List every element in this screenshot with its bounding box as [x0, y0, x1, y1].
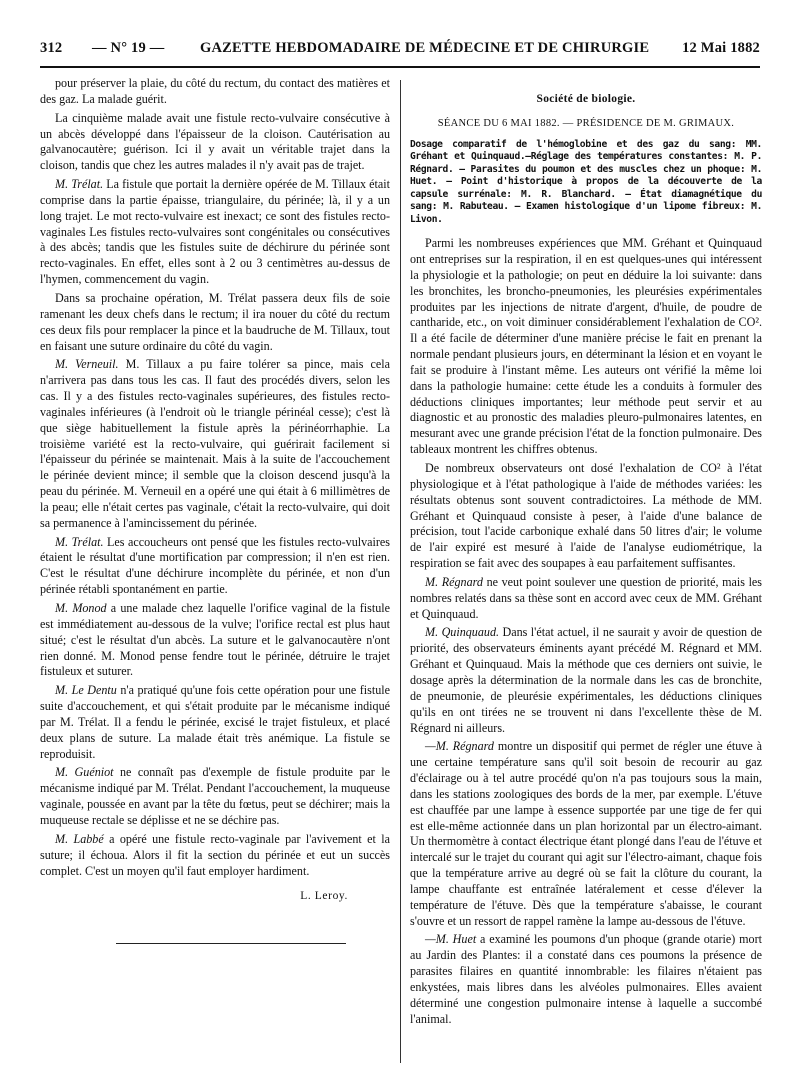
paragraph-text: La fistule que portait la dernière opérée de M. Tillaux était comprise dans la partie épaisse, triangulaire, du périnée; là, il y a un long trajet. Le mot recto-vulvaire est inexact; ce sont des fistules recto-vaginales Les fistules recto-vulvaires sont congénitales ou consécutives à des abcès; tandis que les fistules suite de déchirure du périnée sont recto-vaginales. En effet, elles sont à 2 ou 3 centimètres au-dessus de l'hymen, commencement du vagin. [40, 177, 391, 287]
paragraph [40, 535, 390, 598]
speaker-name: —M. Huet [425, 932, 477, 947]
left-column [40, 76, 390, 944]
speaker-name: M. Quinquaud. [425, 625, 500, 640]
header-rule [40, 66, 760, 68]
left-paragraphs [40, 76, 390, 879]
paragraph [410, 739, 762, 929]
speaker-name: M. Labbé [55, 831, 104, 846]
paragraph [410, 575, 762, 623]
paragraph [40, 832, 390, 880]
paragraph [410, 236, 762, 458]
paragraph-text: Parmi les nombreuses expériences que MM. Gréhant et Quinquaud ont entreprises sur la respiration, il en est quelques-unes qui intéressent la physiologie et la pathologie; on peut en déduire la loi suivante: dans les bronchites, les broncho-pneumonies, les pleurésies expérimentales produites par les injections de nitrate d'argent, d'huile, de poudre de cantharide, etc., on voit diminuer considérablement l'exhalation de CO². Il a été facile de déterminer d'une manière précise le fait en prenant la normale pendant plusieurs jours, en déterminant la lésion et en voyant le fait se produire à l'instant même. Les auteurs ont vérifié la même loi dans la pathologie humaine: cette étude les a conduits à formuler des déductions cliniques importantes; leur méthode peut servir et au diagnostic et au pronostic des maladies pleuro-pulmonaires latentes, en mesurant avec une grande précision l'état de la fonction pulmonaire. Des tableaux montrent les chiffres obtenus. [410, 236, 762, 457]
speaker-name: M. Trélat. [55, 177, 104, 192]
running-header [40, 40, 760, 62]
paragraph [40, 357, 390, 531]
paragraph [40, 601, 390, 680]
speaker-name: M. Monod [55, 601, 107, 615]
paragraph-text: La cinquième malade avait une fistule recto-vulvaire consécutive à un abcès développé dans l'épaisseur de la cloison. Cautérisation au galvanocautère; guérison. Ici il y avait un véritable trajet dans la cloison, tandis que chez les autres malades il n'y avait pas de trajet. [40, 110, 390, 173]
signature: L. Leroy. [300, 890, 348, 903]
speaker-name: —M. Régnard [425, 739, 494, 754]
section-end-rule [116, 943, 346, 944]
speaker-name: M. Trélat. [55, 534, 104, 549]
paragraph [40, 111, 390, 174]
paragraph [40, 291, 390, 354]
session-line: SÉANCE DU 6 MAI 1882. — PRÉSIDENCE DE M. GRIMAUX. [437, 117, 735, 129]
page-number: 312 [40, 40, 63, 56]
paragraph-text: pour préserver la plaie, du côté du rectum, du contact des matières et des gaz. La malade guérit. [40, 76, 390, 106]
journal-title: GAZETTE HEBDOMADAIRE DE MÉDECINE ET DE CHIRURGIE [200, 40, 650, 56]
paragraph [410, 932, 762, 1027]
paragraph [40, 683, 390, 762]
right-paragraphs [410, 236, 762, 1027]
paragraph-text: a opéré une fistule recto-vaginale par l'avivement et la suture; il échoua. Alors il fit la section du périnée et eut un succès complet. C'est un moyen qu'il faut employer hardiment. [40, 831, 391, 878]
paragraph-text: montre un dispositif qui permet de régler une étuve à une certaine température sans qu'il soit besoin de recourir au gaz d'éclairage ou à tel autre procédé qu'on n'a pas toujours sous la main, dans les stations zoologiques des bords de la mer, par exemple. L'étuve est chauffée par une lampe à essence supportée par une tige de fer qui est elle-même actionnée dans un plan horizontal par un électro-aimant. Un thermomètre à contact électrique étant plongé dans l'eau de l'étuve et intercalé sur le trajet du courant qui agit sur l'électro-aimant, chaque fois que la température arrive au degré où se fait la clôture du courant, la lampe chauffante est entraînée latéralement et cesse d'élever la température de l'étuve. Dès que la température s'abaisse, le courant s'ouvre et un ressort de rappel ramène la lampe au-dessous de l'étuve. [410, 739, 762, 928]
paragraph-text: ne connaît pas d'exemple de fistule produite par le mécanisme indiqué par M. Trélat. Pendant l'accouchement, la muqueuse vaginale, poussée en avant par la tête du fœtus, peut se déchirer; mais la muqueuse rectale se déplisse et ne se déchire pas. [40, 765, 390, 827]
issue-date: 12 Mai 1882 [682, 40, 760, 56]
paragraph-text: Dans l'état actuel, il ne saurait y avoir de question de priorité, des observateurs éminents ayant précédé M. Régnard et MM. Gréhant et Quinquaud. Mais la méthode que ces derniers ont suivie, le dosage après la détermination de la normale dans les cas de bronchite, de pneumonie, de pleurésie expérimentales, les déductions cliniques qu'ils en ont tirées ne se trouvent ni dans l'excellente thèse de M. Régnard ni ailleurs. [410, 625, 762, 735]
speaker-name: M. Guéniot [55, 765, 114, 780]
paragraph-text: M. Tillaux a pu faire tolérer sa pince, mais cela n'arrivera pas dans tous les cas. Il faut des procédés divers, selon les cas. Il y a des fistules recto-vaginales supérieures, des fistules recto-vaginales inférieures (à l'endroit où le triangle périnéal cesse); c'est là que siège habituellement la fistule après la périnéorrhaphie. La troisième variété est la recto-vulvaire, qui guérirait facilement si l'épaisseur du périnée se maintenait. Mais à la suite de l'accouchement le périnée devient mince; il semble que la cloison descend jusqu'à la peau du périnée. M. Verneuil en a opéré une qui était à 6 millimètres de la peau; elle n'était certes pas vaginale, c'était la recto-vulvaire, qui doit sa permanence à l'amincissement du périnée. [40, 357, 390, 530]
right-column [410, 76, 762, 1028]
column-divider [400, 80, 401, 1063]
section-title: Société de biologie. [536, 93, 636, 105]
paragraph [410, 461, 762, 572]
speaker-name: M. Verneuil. [55, 357, 119, 372]
paragraph-text: Les accoucheurs ont pensé que les fistules recto-vulvaires étaient le résultat d'une mortification par compression; il n'en est rien. C'est le résultat d'une déchirure incomplète du périnée, et non d'un périnée rétabli spontanément en partie. [40, 534, 391, 597]
paragraph-text: n'a pratiqué qu'une fois cette opération pour une fistule suite d'accouchement, et qui s'était produite par le mécanisme indiqué par M. Trélat. Il a fendu le périnée, excisé le trajet fistuleux, et placé deux plans de suture. La malade était très anémique. La fistule se reproduisit. [40, 683, 390, 761]
speaker-name: M. Le Dentu [55, 683, 117, 698]
paragraph [40, 765, 390, 828]
speaker-name: M. Régnard [425, 574, 483, 589]
paragraph [40, 177, 390, 288]
paragraph-text: ne veut point soulever une question de priorité, mais les nombres relatés dans sa thèse sont en accord avec ceux de MM. Gréhant et Quinquaud. [410, 574, 763, 621]
paragraph [40, 76, 390, 108]
session-summary: Dosage comparatif de l'hémoglobine et des gaz du sang: MM. Gréhant et Quinquaud.—Réglage des températures constantes: M. P. Régnard. — Parasites du poumon et des muscles chez un phoque: M. Huet. — Point d'historique à propos de la découverte de la capsule surrénale: M. R. Blanchard. — État diamagnétique du sang: M. Rabuteau. — Examen histologique d'un lipome fibreux: M. Livon. [410, 138, 762, 225]
paragraph [410, 625, 762, 736]
paragraph-text: Dans sa prochaine opération, M. Trélat passera deux fils de soie ramenant les deux chefs dans le rectum; il ira nouer du côté du rectum ces deux fils pour remplacer la pince et la baudruche de M. Tillaux, tout en faisant une suture ordinaire du côté du vagin. [40, 290, 390, 353]
paragraph-text: a une malade chez laquelle l'orifice vaginal de la fistule est immédiatement au-dessous de la vulve; l'orifice rectal est plus haut situé; c'est le résultat d'un abcès. La suture et le galvanocautère n'ont rien donné. M. Monod pense fendre tout le périnée, détruire le trajet fistuleux et suturer. [40, 601, 390, 679]
paragraph-text: a examiné les poumons d'un phoque (grande otarie) mort au Jardin des Plantes: il a constaté dans ces poumons la présence de parasites filaires en quantité innombrable: les filaires n'étaient pas enkystées, mais libres dans les alvéoles pulmonaires. Elles avaient déterminé une congestion pulmonaire intense à laquelle a succombé l'animal. [410, 932, 762, 1026]
paragraph-text: De nombreux observateurs ont dosé l'exhalation de CO² à l'état physiologique et à l'état pathologique à l'aide de méthodes variées: les résultats obtenus sont souvent contradictoires. La méthode de MM. Gréhant et Quinquaud consiste à peser, à l'aide d'une balance de précision, tout l'acide carbonique exhalé dans 50 litres d'air; le volume de l'air expiré est mesuré à l'aide de l'analyse eudiométrique, la respiration se fait avec des soupapes à eau parfaitement suffisantes. [410, 461, 762, 571]
issue-number: — N° 19 — [92, 40, 165, 56]
